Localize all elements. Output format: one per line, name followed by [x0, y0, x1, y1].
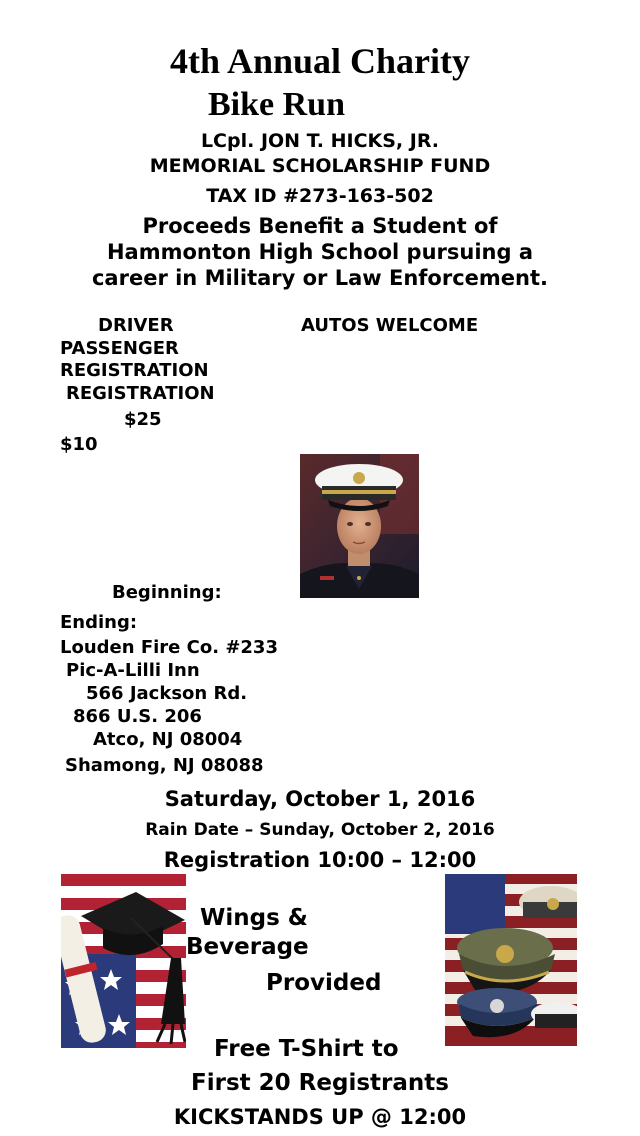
graduation-cap-flag-photo	[61, 874, 186, 1048]
military-hats-photo	[445, 874, 577, 1046]
marine-portrait-photo	[300, 454, 419, 598]
beverage-text: Beverage	[186, 934, 309, 960]
registration-time: Registration 10:00 – 12:00	[163, 848, 477, 872]
provided-text: Provided	[266, 970, 382, 996]
autos-welcome: AUTOS WELCOME	[301, 315, 479, 336]
passenger-label: PASSENGER	[60, 338, 179, 359]
start-city: Atco, NJ 08004	[93, 729, 243, 750]
proceeds-line1: Proceeds Benefit a Student of	[142, 214, 498, 238]
fund-honoree: LCpl. JON T. HICKS, JR.	[200, 130, 440, 152]
registration-label-1: REGISTRATION	[60, 360, 209, 381]
end-city: Shamong, NJ 08088	[65, 755, 264, 776]
rain-date: Rain Date – Sunday, October 2, 2016	[145, 820, 495, 840]
event-title: 4th Annual Charity	[169, 41, 471, 81]
tshirt-line1: Free T-Shirt to	[214, 1036, 399, 1062]
wings-text: Wings &	[200, 905, 308, 931]
event-title-line2: Bike Run	[208, 86, 345, 123]
tshirt-line2: First 20 Registrants	[191, 1070, 449, 1096]
kickstands-up: KICKSTANDS UP @ 12:00	[173, 1105, 467, 1129]
registration-label-2: REGISTRATION	[66, 383, 215, 404]
event-date: Saturday, October 1, 2016	[164, 787, 476, 811]
end-street: 866 U.S. 206	[73, 706, 202, 727]
end-location-name: Pic-A-Lilli Inn	[66, 660, 200, 681]
proceeds-line3: career in Military or Law Enforcement.	[91, 266, 548, 290]
start-street: 566 Jackson Rd.	[86, 683, 248, 704]
driver-label: DRIVER	[98, 315, 174, 336]
driver-price: $25	[124, 409, 162, 430]
tax-id: TAX ID #273-163-502	[206, 185, 434, 207]
passenger-price: $10	[60, 434, 98, 455]
ending-label: Ending:	[60, 612, 138, 633]
start-location-name: Louden Fire Co. #233	[60, 637, 278, 658]
proceeds-line2: Hammonton High School pursuing a	[106, 240, 534, 264]
fund-name: MEMORIAL SCHOLARSHIP FUND	[149, 155, 491, 177]
beginning-label: Beginning:	[112, 582, 222, 603]
